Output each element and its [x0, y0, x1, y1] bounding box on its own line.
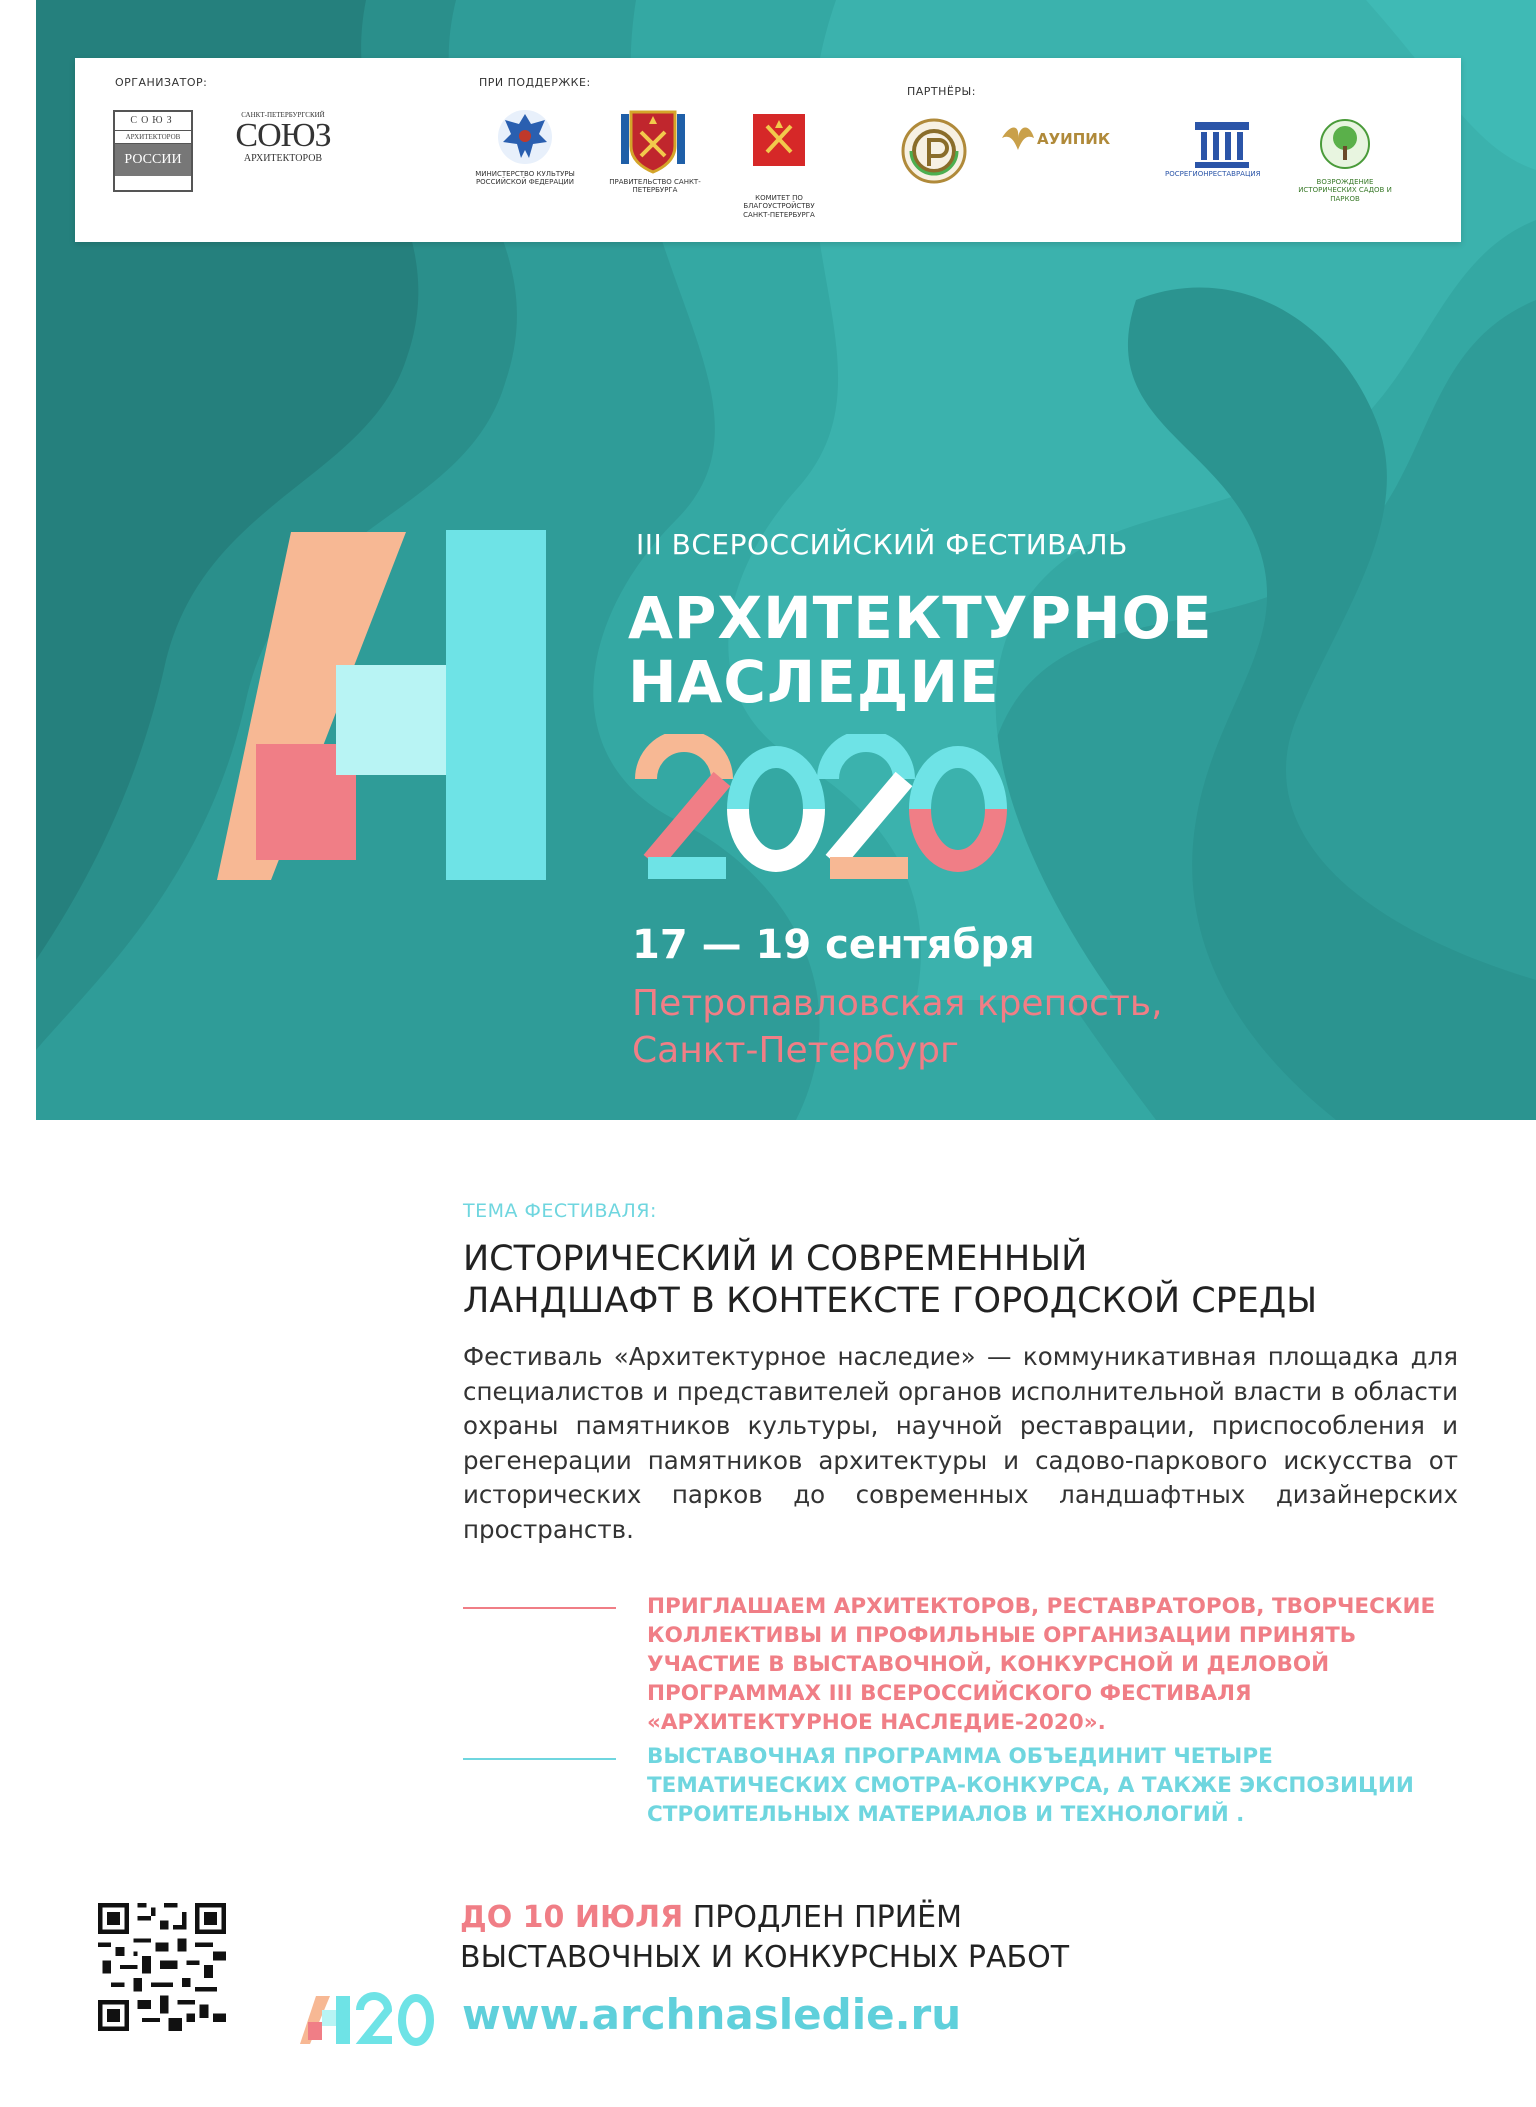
spb-union-of-architects-logo: [233, 111, 333, 164]
deadline-line2: ВЫСТАВОЧНЫХ И КОНКУРСНЫХ РАБОТ: [460, 1940, 1070, 1975]
festival-dates: 17 — 19 сентября: [632, 922, 1035, 968]
spb-union-line2: СОЮЗ: [235, 117, 331, 154]
festival-title: [628, 586, 1213, 714]
festival-title-line2: НАСЛЕДИЕ: [628, 648, 1000, 716]
theme-title-line2: ЛАНДШАФТ В КОНТЕКСТЕ ГОРОДСКОЙ СРЕДЫ: [463, 1281, 1318, 1321]
theme-title: [463, 1238, 1317, 1322]
year-2020: [634, 734, 1014, 884]
spb-union-line1: САНКТ-ПЕТЕРБУРГСКИЙ: [241, 111, 325, 119]
invitation-text: ПРИГЛАШАЕМ АРХИТЕКТОРОВ, РЕСТАВРАТОРОВ, ТВОРЧЕСКИЕ КОЛЛЕКТИВЫ И ПРОФИЛЬНЫЕ ОРГАНИЗАЦИИ ПРИНЯТЬ УЧАСТИЕ В ВЫСТАВОЧНОЙ, КОНКУРСНОЙ И ДЕЛОВОЙ ПРОГРАММАХ III ВСЕРОССИЙСКОГО ФЕСТИВАЛЯ «АРХИТЕКТУРНОЕ НАСЛЕДИЕ-2020».: [647, 1594, 1436, 1735]
organizer-label: ОРГАНИЗАТОР:: [115, 76, 208, 89]
ah20-logo-icon: [298, 1990, 448, 2050]
venue-line2: Санкт-Петербург: [632, 1030, 959, 1071]
partners-label: ПАРТНЁРЫ:: [907, 85, 976, 98]
auipik-text: АУИПИК: [1037, 130, 1111, 148]
union-logo-line3: РОССИИ: [115, 144, 191, 176]
exhibition-program-text: ВЫСТАВОЧНАЯ ПРОГРАММА ОБЪЕДИНИТ ЧЕТЫРЕ ТЕМАТИЧЕСКИХ СМОТРА-КОНКУРСА, А ТАКЖЕ ЭКСПОЗИЦИИ СТРОИТЕЛЬНЫХ МАТЕРИАЛОВ И ТЕХНОЛОГИЙ .: [647, 1744, 1414, 1827]
ah20-mini-logo: [298, 1990, 448, 2054]
theme-label: ТЕМА ФЕСТИВАЛЯ:: [463, 1200, 657, 1222]
theme-title-line1: ИСТОРИЧЕСКИЙ И СОВРЕМЕННЫЙ: [463, 1239, 1088, 1279]
union-of-architects-russia-logo: [113, 110, 193, 192]
auipik-bird-icon: [1000, 120, 1036, 156]
gardens-caption: ВОЗРОЖДЕНИЕ ИСТОРИЧЕСКИХ САДОВ И ПАРКОВ: [1298, 178, 1392, 203]
committee-emblem-icon: [751, 112, 807, 170]
festival-title-line1: АРХИТЕКТУРНОЕ: [628, 584, 1213, 652]
spb-government-caption: ПРАВИТЕЛЬСТВО САНКТ-ПЕТЕРБУРГА: [609, 178, 701, 195]
festival-intro-paragraph: Фестиваль «Архитектурное наследие» — коммуникативная площадка для специалистов и представителей органов исполнительной власти в области охраны памятников культуры, научной реставрации, приспособления и регенерации памятников архитектуры и садово-паркового искусства от исторических парков до современных ландшафтных дизайнерских пространств.: [463, 1342, 1458, 1544]
coral-divider: [463, 1607, 616, 1609]
spb-coat-of-arms-icon: [617, 102, 689, 174]
rosregion-text: РОСРЕГИОНРЕСТАВРАЦИЯ: [1165, 170, 1261, 178]
tree-emblem-icon: [1319, 118, 1371, 170]
support-label: ПРИ ПОДДЕРЖКЕ:: [479, 76, 591, 89]
restorers-round-logo-icon: [901, 118, 967, 184]
venue-line1: Петропавловская крепость,: [632, 983, 1163, 1024]
ah-logo-mark: [181, 520, 641, 920]
festival-subtitle: III ВСЕРОССИЙСКИЙ ФЕСТИВАЛЬ: [636, 528, 1128, 561]
deadline-notice: [460, 1898, 1069, 1978]
spb-union-line3: АРХИТЕКТОРОВ: [243, 153, 323, 164]
columns-building-icon: [1191, 118, 1253, 170]
deadline-text: ПРОДЛЕН ПРИЁМ: [683, 1900, 962, 1935]
committee-caption: КОМИТЕТ ПО БЛАГОУСТРОЙСТВУ САНКТ-ПЕТЕРБУРГА: [743, 194, 815, 219]
festival-venue: [632, 980, 1163, 1074]
qr-code-icon[interactable]: [98, 1903, 226, 2031]
website-link[interactable]: www.archnasledie.ru: [462, 1990, 962, 2039]
ministry-caption: МИНИСТЕРСТВО КУЛЬТУРЫ РОССИЙСКОЙ ФЕДЕРАЦИИ: [475, 170, 575, 187]
partner-logo-strip: [75, 58, 1461, 242]
deadline-date: ДО 10 ИЮЛЯ: [460, 1900, 684, 1935]
cyan-divider: [463, 1758, 616, 1760]
eagle-emblem-icon: [495, 108, 555, 166]
union-logo-line1: СОЮЗ: [115, 112, 191, 131]
union-logo-line2: АРХИТЕКТОРОВ: [115, 131, 191, 144]
